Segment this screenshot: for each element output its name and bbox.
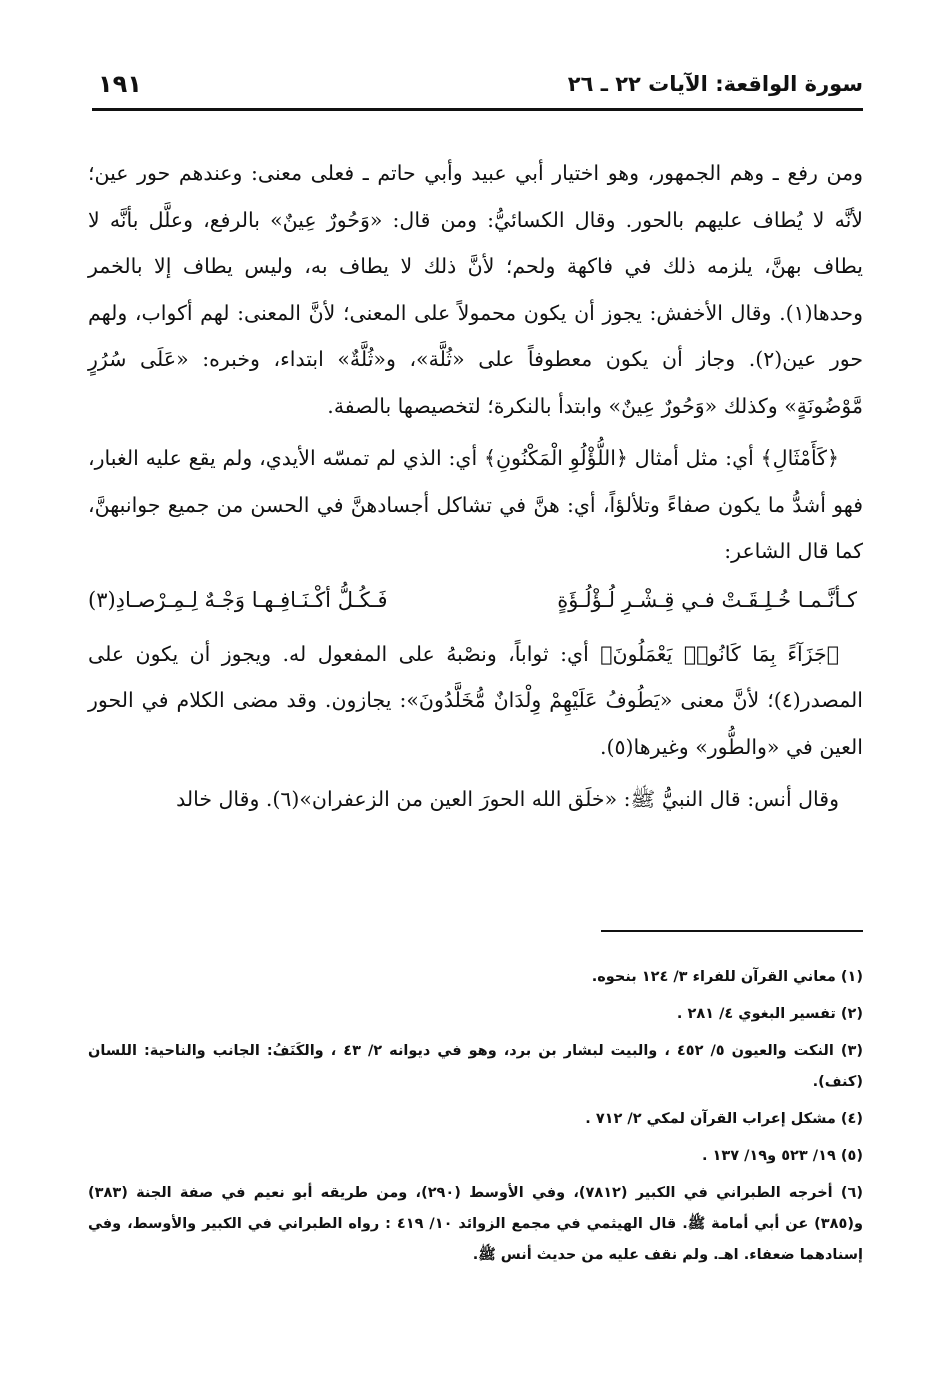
main-text <box>88 150 863 823</box>
page-number: ١٩١ <box>98 70 142 98</box>
footnote-4: (٤) مشكل إعراب القرآن لمكي ٢/ ٧١٢ . <box>585 1111 863 1127</box>
footnote-1: (١) معاني القرآن للفراء ٣/ ١٢٤ بنحوه. <box>591 969 863 985</box>
verse-second-hemistich: فَـكُـلُّ أكْـنَـافِـهـا وَجْـهٌ لِـمِـرْصـادِ(٣) <box>88 587 388 612</box>
footnote-6: (٦) أخرجه الطبراني في الكبير (٧٨١٢)، وفي الأوسط (٢٩٠)، ومن طريقه أبو نعيم في صفة الجنة (٣٨٣) و(٣٨٥) عن أبي أمامة ﷺ. قال الهيثمي في مجمع الزوائد ١٠/ ٤١٩ : رواه الطبراني في الكبير والأوسط، وفي إسنادهما ضعفاء. اهـ. ولم نقف عليه من حديث أنس ﷺ. <box>88 1185 863 1263</box>
footnote-2: (٢) تفسير البغوي ٤/ ٢٨١ . <box>676 1006 863 1022</box>
running-header <box>92 68 863 111</box>
chapter-title: سورة الواقعة: الآيات ٢٢ ـ ٢٦ <box>567 72 863 96</box>
paragraph-3: ﴿جَزَآءً بِمَا كَانُوا۟ يَعْمَلُونَ﴾ أي: ثواباً، ونصْبهُ على المفعول له. ويجوز أن يكون على المصدر(٤)؛ لأنَّ معنى «يَطُوفُ عَلَيْهِمْ وِلْدَانٌ مُّخَلَّدُونَ»: يجازون. وقد مضى الكلام في الحور العين في «والطُّور» وغيرها(٥). <box>88 641 863 759</box>
poetry-verse <box>88 577 863 623</box>
paragraph-1: ومن رفع ـ وهم الجمهور، وهو اختيار أبي عبيد وأبي حاتم ـ فعلى معنى: وعندهم حور عين؛ لأنَّه لا يُطاف عليهم بالحور. وقال الكسائيُّ: ومن قال: «وَحُورٌ عِينٌ» بالرفع، وعلَّل بأنَّه لا يطاف بهنَّ، يلزمه ذلك في فاكهة ولحم؛ لأنَّ ذلك لا يطاف به، وليس يطاف إلا بالخمر وحدها(١). وقال الأخفش: يجوز أن يكون محمولاً على المعنى؛ لأنَّ المعنى: لهم أكواب، ولهم حور عين(٢). وجاز أن يكون معطوفاً على «ثُلَّة»، و«ثُلَّةٌ» ابتداء، وخبره: «عَلَى سُرُرٍ مَّوْضُونَةٍ» وكذلك «وَحُورٌ عِينٌ» وابتدأ بالنكرة؛ لتخصيصها بالصفة. <box>88 161 864 418</box>
footnotes <box>88 962 863 1277</box>
footnote-divider <box>601 930 863 932</box>
footnote-5: (٥) ١٩/ ٥٢٣ و١٩/ ١٣٧ . <box>701 1148 863 1164</box>
paragraph-4: وقال أنس: قال النبيُّ ﷺ: «خلَق الله الحورَ العين من الزعفران»(٦). وقال خالد <box>176 787 839 811</box>
paragraph-2: ﴿كَأَمْثَالِ﴾ أي: مثل أمثال ﴿اللُّؤْلُوِ الْمَكْنُونِ﴾ أي: الذي لم تمسّه الأيدي، ولم يقع عليه الغبار، فهو أشدُّ ما يكون صفاءً وتلألؤاً، أي: هنَّ في تشاكل أجسادهنَّ في الحسن من جميع جوانبهنَّ، كما قال الشاعر: <box>88 446 863 563</box>
verse-first-hemistich: كـأنَّـمـا خُـلِـقَـتْ فـي قِـشْـرِ لُـؤْلُـؤَةٍ <box>557 587 857 612</box>
footnote-3: (٣) النكت والعيون ٥/ ٤٥٢ ، والبيت لبشار بن برد، وهو في ديوانه ٢/ ٤٣ ، والكَنَفُ: الجانب والناحية: اللسان (كنف). <box>88 1043 863 1090</box>
